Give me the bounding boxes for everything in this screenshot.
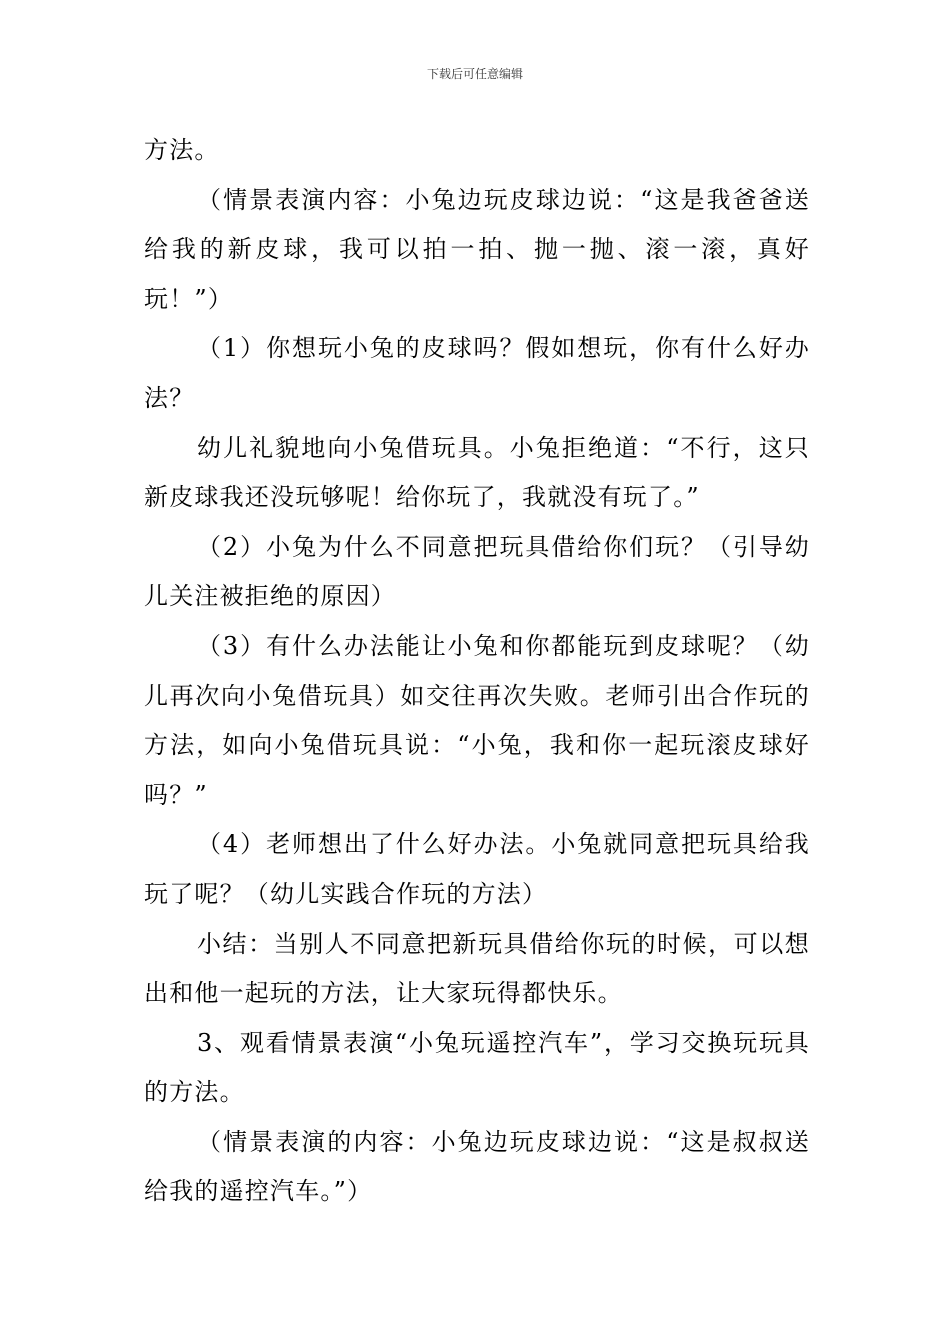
paragraph-summary: 小结：当别人不同意把新玩具借给你玩的时候，可以想出和他一起玩的方法，让大家玩得都快乐。 xyxy=(144,929,810,1008)
paragraph-question-4: （4）老师想出了什么好办法。小兔就同意把玩具给我玩了呢？（幼儿实践合作玩的方法） xyxy=(144,830,810,908)
paragraph-child-borrows: 幼儿礼貌地向小兔借玩具。小兔拒绝道：“不行，这只新皮球我还没玩够呢！给你玩了，我就没有玩了。” xyxy=(144,433,810,512)
paragraph-question-1: （1）你想玩小兔的皮球吗？假如想玩，你有什么好办法？ xyxy=(144,334,810,412)
paragraph-continuation: 方法。 xyxy=(144,136,220,164)
paragraph-scene-description-2: （情景表演的内容：小兔边玩皮球边说：“这是叔叔送给我的遥控汽车。”） xyxy=(144,1127,810,1206)
page-header-note: 下载后可任意编辑 xyxy=(426,67,523,81)
paragraph-scene-description: （情景表演内容：小兔边玩皮球边说：“这是我爸爸送给我的新皮球，我可以拍一拍、抛一抛、滚一滚，真好玩！”） xyxy=(144,185,810,313)
document-body xyxy=(144,126,810,1217)
paragraph-section-3: 3、观看情景表演“小兔玩遥控汽车”，学习交换玩玩具的方法。 xyxy=(144,1028,810,1107)
paragraph-question-2: （2）小兔为什么不同意把玩具借给你们玩？（引导幼儿关注被拒绝的原因） xyxy=(144,532,810,611)
paragraph-question-3: （3）有什么办法能让小兔和你都能玩到皮球呢？（幼儿再次向小兔借玩具）如交往再次失败。老师引出合作玩的方法，如向小兔借玩具说：“小兔，我和你一起玩滚皮球好吗？” xyxy=(144,631,810,809)
